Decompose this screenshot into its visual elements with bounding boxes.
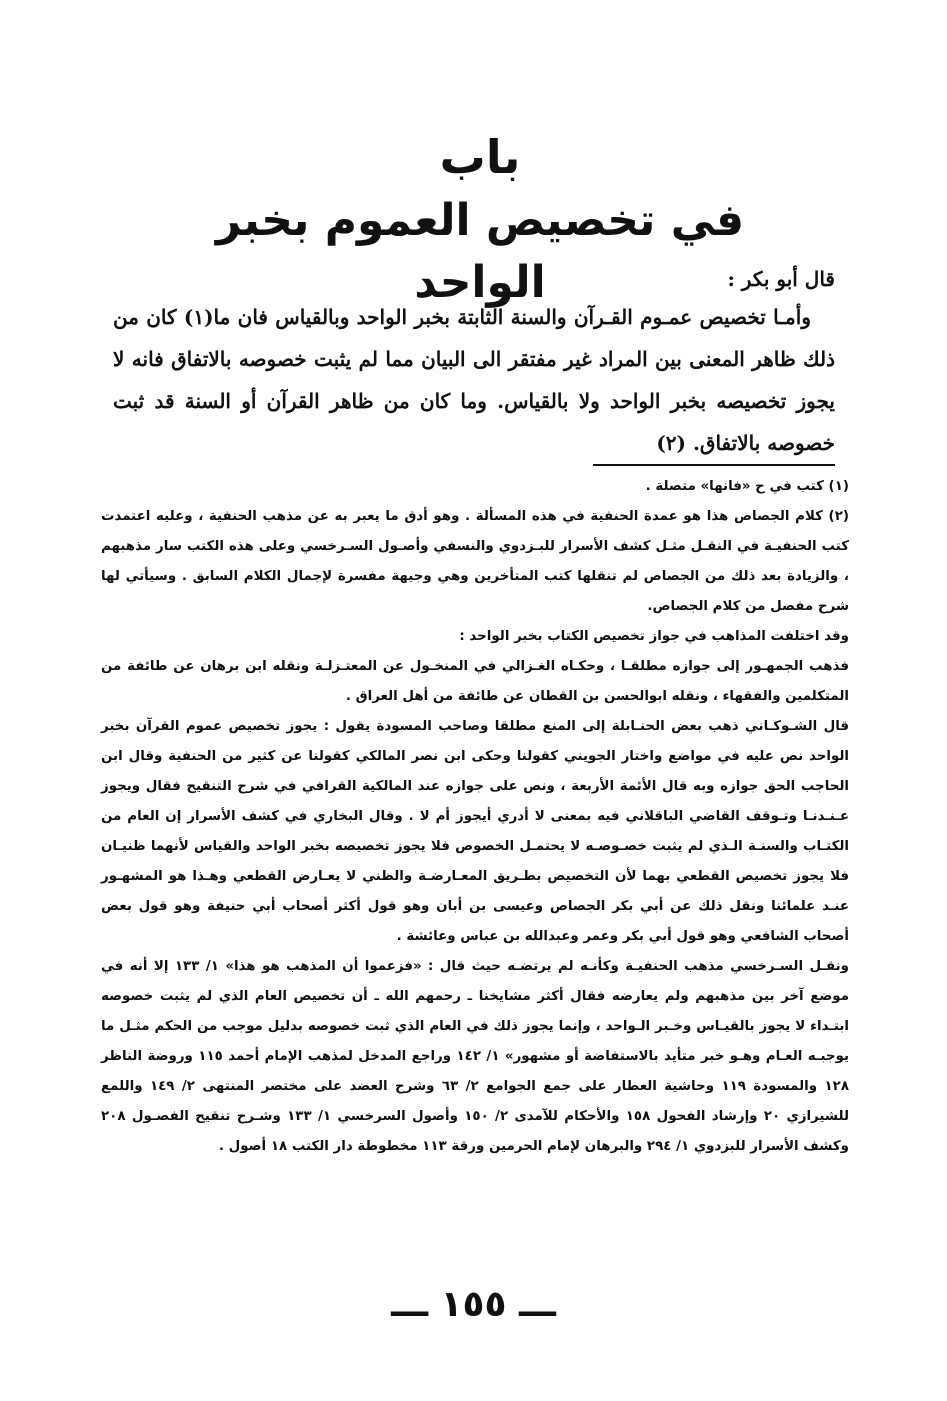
footnote-2-jumhur: فذهب الجمهـور إلى جوازه مطلقـا ، وحكـاه الغـزالي في المنخـول عن المعتـزلـة ونقله ابن برهان عن طائفة من المتكلمين والفقهاء ، ونقله ابوالحسن بن القطان عن طائفة من أهل العراق .	[101, 659, 849, 704]
footnotes	[101, 472, 849, 1162]
page-number: ـــ ١٥٥ ـــ	[391, 1284, 556, 1325]
main-paragraph: وأمـا تخصيص عمـوم القـرآن والسنة الثابتة بخبر الواحد وبالقياس فان ما(١) كان من ذلك ظاهر المعنى بين المراد غير مفتقر الى البيان مما لم يثبت خصوصه بالاتفاق فانه لا يجوز تخصيصه بخبر الواحد ولا بالقياس. وما كان من ظاهر القرآن أو السنة قد ثبت خصوصه بالاتفاق. (٢)	[113, 305, 835, 455]
footnote-2-shawkani: قال الشـوكـاني ذهب بعض الحنـابلة إلى المنع مطلقا وصاحب المسودة يقول : يجوز تخصيص عموم القرآن بخبر الواحد نص عليه في مواضع واختار الجويني كقولنا وحكى ابن نصر المالكي كقولنا عن كثير من الحنفية وقال ابن الحاجب الحق جوازه وبه قال الأئمة الأربعة ، ونص على جوازه عند المالكية القرافي في شرح التنقيح فقال ويجوز عـنـدنـا وتـوقف القاضي الباقلاني فيه بمعنى لا أدري أيجوز أم لا . وقال البخاري في كشف الأسرار إن العام من الكتـاب والسنـة الـذي لم يثبت خصـوصـه لا يحتمـل الخصوص فلا يجوز تخصيصه بخبر الواحد والقياس لأنهما ظنيـان فلا يجوز تخصيص القطعي بهما لأن التخصيص بطـريق المعـارضـة والظني لا يعـارض القطعي وهـذا هو المشهـور عنـد علمائنا ونقل ذلك عن أبي بكر الجصاص وعيسى بن أبان وهو قول أكثر أصحاب أبي حنيفة وهو قول بعض أصحاب الشافعي وهو قول أبي بكر وعمر وعبدالله بن عباس وعائشة .	[101, 719, 849, 944]
chapter-title: في تخصيص العموم بخبر الواحد	[215, 195, 745, 308]
footnote-2-sarakhsi: ونقـل السـرخسي مذهب الحنفيـة وكأنـه لم يرتضـه حيث قال : «فزعموا أن المذهب هو هذا» ١/ ١٣٣ إلا أنه في موضع آخر بين مذهبهم ولم يعارضه فقال أكثر مشايخنا ـ رحمهم الله ـ أن تخصيص العام الذي لم يثبت خصوصه ابتـداء لا يجوز بالقيـاس وخـبر الـواحد ، وإنما يجوز ذلك في العام الذي ثبت خصوصه بدليل موجب من الحكم مثـل ما يوجبـه العـام وهـو خبر متأيد بالاستفاضة أو مشهور» ١/ ١٤٢ وراجع المدخل لمذهب الإمام أحمد ١١٥ وروضة الناظر ١٢٨ والمسودة ١١٩ وحاشية العطار على جمع الجوامع ٢/ ٦٣ وشرح العضد على مختصر المنتهى ٢/ ١٤٩ واللمع للشيرازي ٢٠ وإرشاد الفحول ١٥٨ والأحكام للآمدى ٢/ ١٥٠ وأصول السرخسي ١/ ١٣٣ وشـرح تنقيح الفصـول ٢٠٨ وكشف الأسرار للبزدوي ١/ ٢٩٤ والبرهان لإمام الحرمين ورقة ١١٣ مخطوطة دار الكتب ١٨ أصول .	[101, 959, 850, 1154]
chapter-label: باب	[439, 130, 521, 184]
footnote-2-intro: (٢) كلام الجصاص هذا هو عمدة الحنفية في هذه المسألة . وهو أدق ما يعبر به عن مذهب الحنفية ، وعليه اعتمدت كتب الحنفيـة في النقـل مثـل كشف الأسرار للبـزدوي والنسفي وأصـول السـرخسي وعلى هذه الكتب سار مذهبهم ، والزيادة بعد ذلك من الجصاص لم تنقلها كتب المتأخرين وهي وجيهة مفسرة لإجمال الكلام السابق . وسيأتي لها شرح مفصل من كلام الجصاص.	[101, 509, 849, 614]
main-text	[113, 262, 835, 464]
footnote-1: (١) كتب في ح «فانها» متصلة .	[645, 479, 849, 494]
footnote-separator	[593, 464, 835, 466]
footnote-2-lead: وقد اختلفت المذاهب في جواز تخصيص الكتاب بخبر الواحد :	[459, 629, 849, 644]
speaker-line: قال أبو بكر :	[727, 267, 835, 291]
